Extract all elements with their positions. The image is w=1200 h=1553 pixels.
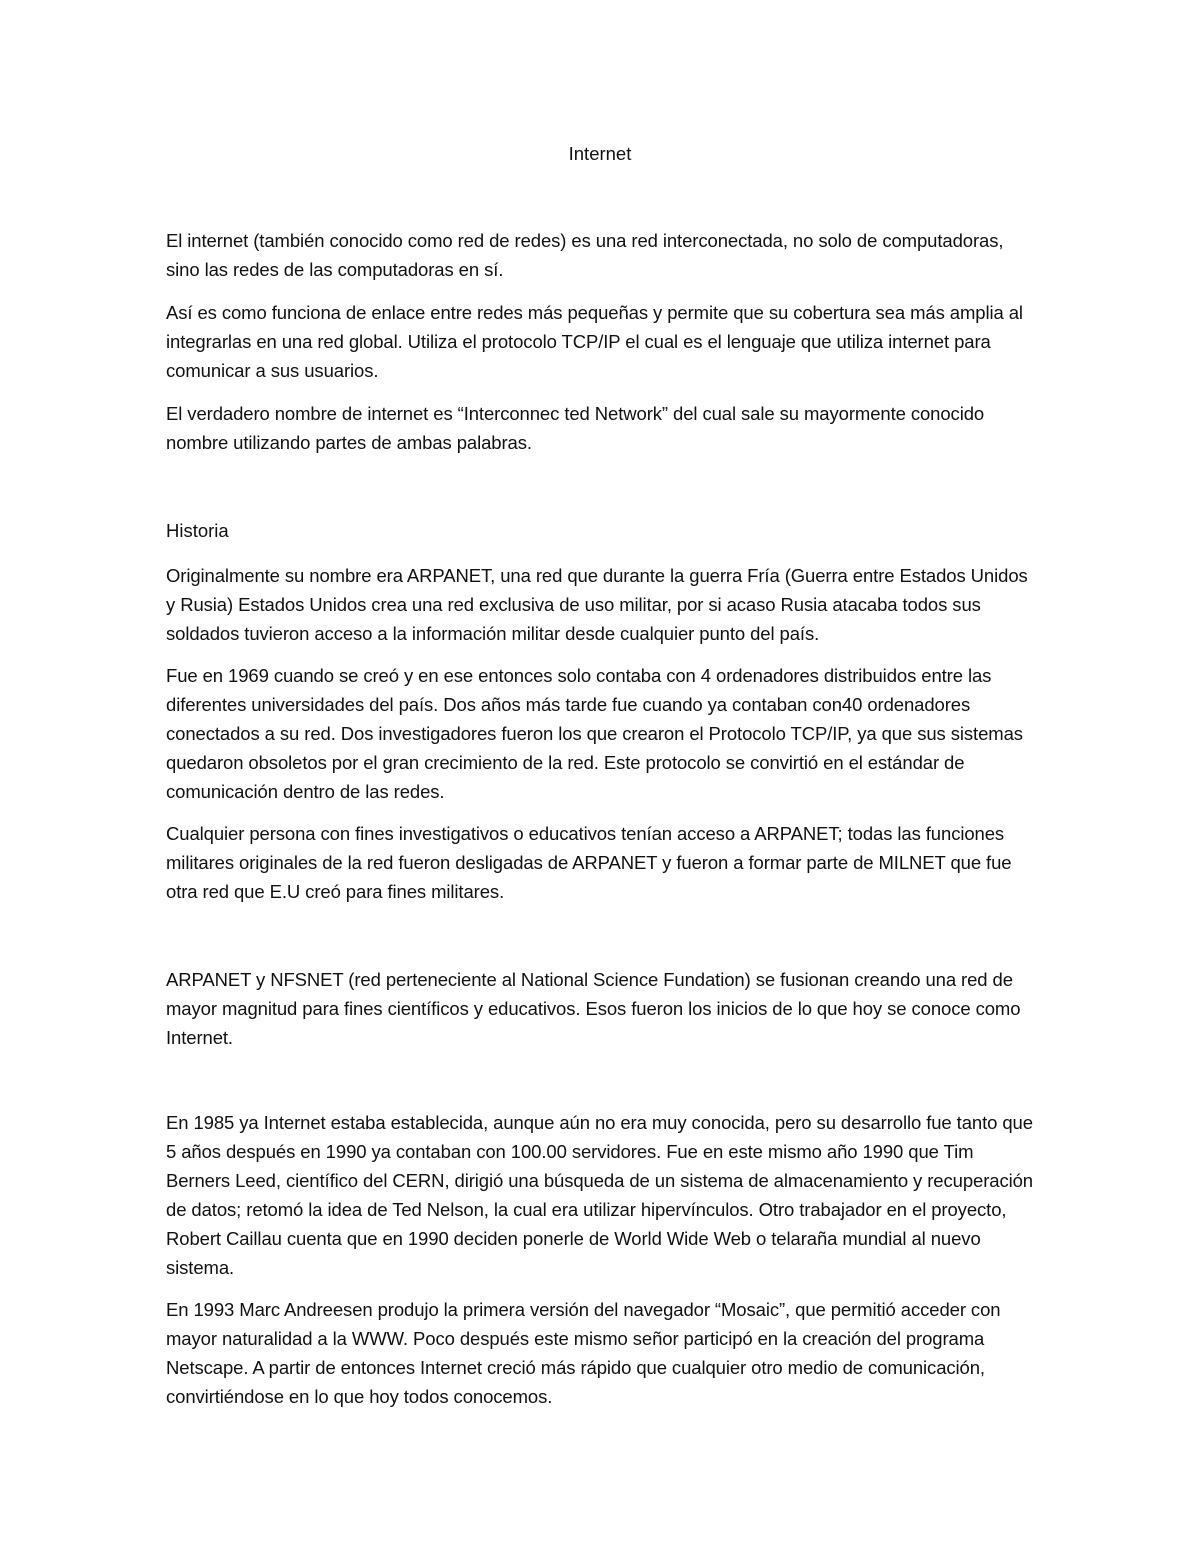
paragraph-intro-2: Así es como funciona de enlace entre redes más pequeñas y permite que su cobertura sea más amplia al integrarlas en una red global. Utiliza el protocolo TCP/IP el cual es el lenguaje que utiliza internet para comunicar a sus usuarios. [166,302,1023,381]
paragraph-history-2: Fue en 1969 cuando se creó y en ese entonces solo contaba con 4 ordenadores distribuidos entre las diferentes universidades del país. Dos años más tarde fue cuando ya contaban con40 ordenadores conectados a su red. Dos investigadores fueron los que crearon el Protocolo TCP/IP, ya que sus sistemas quedaron obsoletos por el gran crecimiento de la red. Este protocolo se convirtió en el estándar de comunicación dentro de las redes. [166,665,1023,802]
paragraph-intro-1: El internet (también conocido como red de redes) es una red interconectada, no solo de computadoras, sino las redes de las computadoras en sí. [166,230,1004,280]
paragraph-history-5: En 1985 ya Internet estaba establecida, aunque aún no era muy conocida, pero su desarrollo fue tanto que 5 años después en 1990 ya contaban con 100.00 servidores. Fue en este mismo año 1990 que Tim Berners Leed, científico del CERN, dirigió una búsqueda de un sistema de almacenamiento y recuperación de datos; retomó la idea de Ted Nelson, la cual era utilizar hipervínculos. Otro trabajador en el proyecto, Robert Caillau cuenta que en 1990 deciden ponerle de World Wide Web o telaraña mundial al nuevo sistema. [166,1112,1033,1278]
paragraph-history-6: En 1993 Marc Andreesen produjo la primera versión del navegador “Mosaic”, que permitió acceder con mayor naturalidad a la WWW. Poco después este mismo señor participó en la creación del programa Netscape. A partir de entonces Internet creció más rápido que cualquier otro medio de comunicación, convirtiéndose en lo que hoy todos conocemos. [166,1299,1001,1407]
section-heading-historia: Historia [166,520,229,541]
paragraph-history-1: Originalmente su nombre era ARPANET, una red que durante la guerra Fría (Guerra entre Estados Unidos y Rusia) Estados Unidos crea una red exclusiva de uso militar, por si acaso Rusia atacaba todos sus soldados tuvieron acceso a la información militar desde cualquier punto del país. [166,565,1028,644]
paragraph-history-3: Cualquier persona con fines investigativos o educativos tenían acceso a ARPANET; todas las funciones militares originales de la red fueron desligadas de ARPANET y fueron a formar parte de MILNET que fue otra red que E.U creó para fines militares. [166,823,1012,902]
document-title: Internet [568,143,632,164]
paragraph-intro-3: El verdadero nombre de internet es “Interconnec ted Network” del cual sale su mayormente conocido nombre utilizando partes de ambas palabras. [166,403,985,453]
paragraph-history-4: ARPANET y NFSNET (red perteneciente al National Science Fundation) se fusionan creando una red de mayor magnitud para fines científicos y educativos. Esos fueron los inicios de lo que hoy se conoce como Internet. [166,969,1021,1048]
